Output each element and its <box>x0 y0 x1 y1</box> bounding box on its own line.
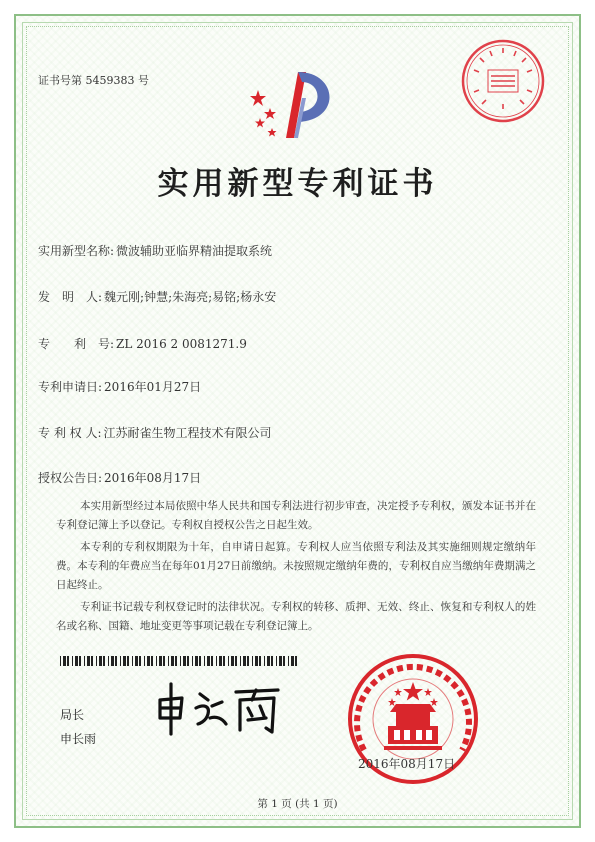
inventors: 发 明 人: 魏元刚;钟慧;朱海亮;易铭;杨永安 <box>38 290 277 304</box>
verification-seal-icon <box>458 36 548 126</box>
patentee: 专 利 权 人: 江苏耐雀生物工程技术有限公司 <box>38 426 272 440</box>
application-date: 专利申请日: 2016年01月27日 <box>38 380 202 394</box>
director-name: 申长雨 <box>60 732 97 746</box>
page-footer: 第 1 页 (共 1 页) <box>257 798 338 810</box>
paragraph-2: 本专利的专利权期限为十年，自申请日起算。专利权人应当依照专利法及其实施细则规定缴纳年费。本专利的年费应当在每年01月27日前缴纳。未按照规定缴纳年费的，专利权自应当缴纳年费期满之日起终止。 <box>56 541 536 591</box>
barcode-icon <box>60 656 300 666</box>
seal-date: 2016年08月17日 <box>358 757 456 771</box>
patent-office-logo-icon <box>250 68 340 158</box>
paragraph-1: 本实用新型经过本局依照中华人民共和国专利法进行初步审查，决定授予专利权，颁发本证书并在专利登记簿上予以登记。专利权自授权公告之日起生效。 <box>56 500 536 531</box>
handwritten-signature-icon <box>148 678 288 738</box>
paragraph-3: 专利证书记载专利权登记时的法律状况。专利权的转移、质押、无效、终止、恢复和专利权人的姓名或名称、国籍、地址变更等事项记载在专利登记簿上。 <box>56 601 536 632</box>
grant-date: 授权公告日: 2016年08月17日 <box>38 471 202 485</box>
certificate-number: 证书号第 5459383 号 <box>38 74 149 87</box>
director-title: 局长 <box>60 708 85 722</box>
patent-number: 专 利 号: ZL 2016 2 0081271.9 <box>38 337 247 351</box>
document-title: 实用新型专利证书 <box>157 166 438 202</box>
utility-model-name: 实用新型名称: 微波辅助亚临界精油提取系统 <box>38 244 273 258</box>
